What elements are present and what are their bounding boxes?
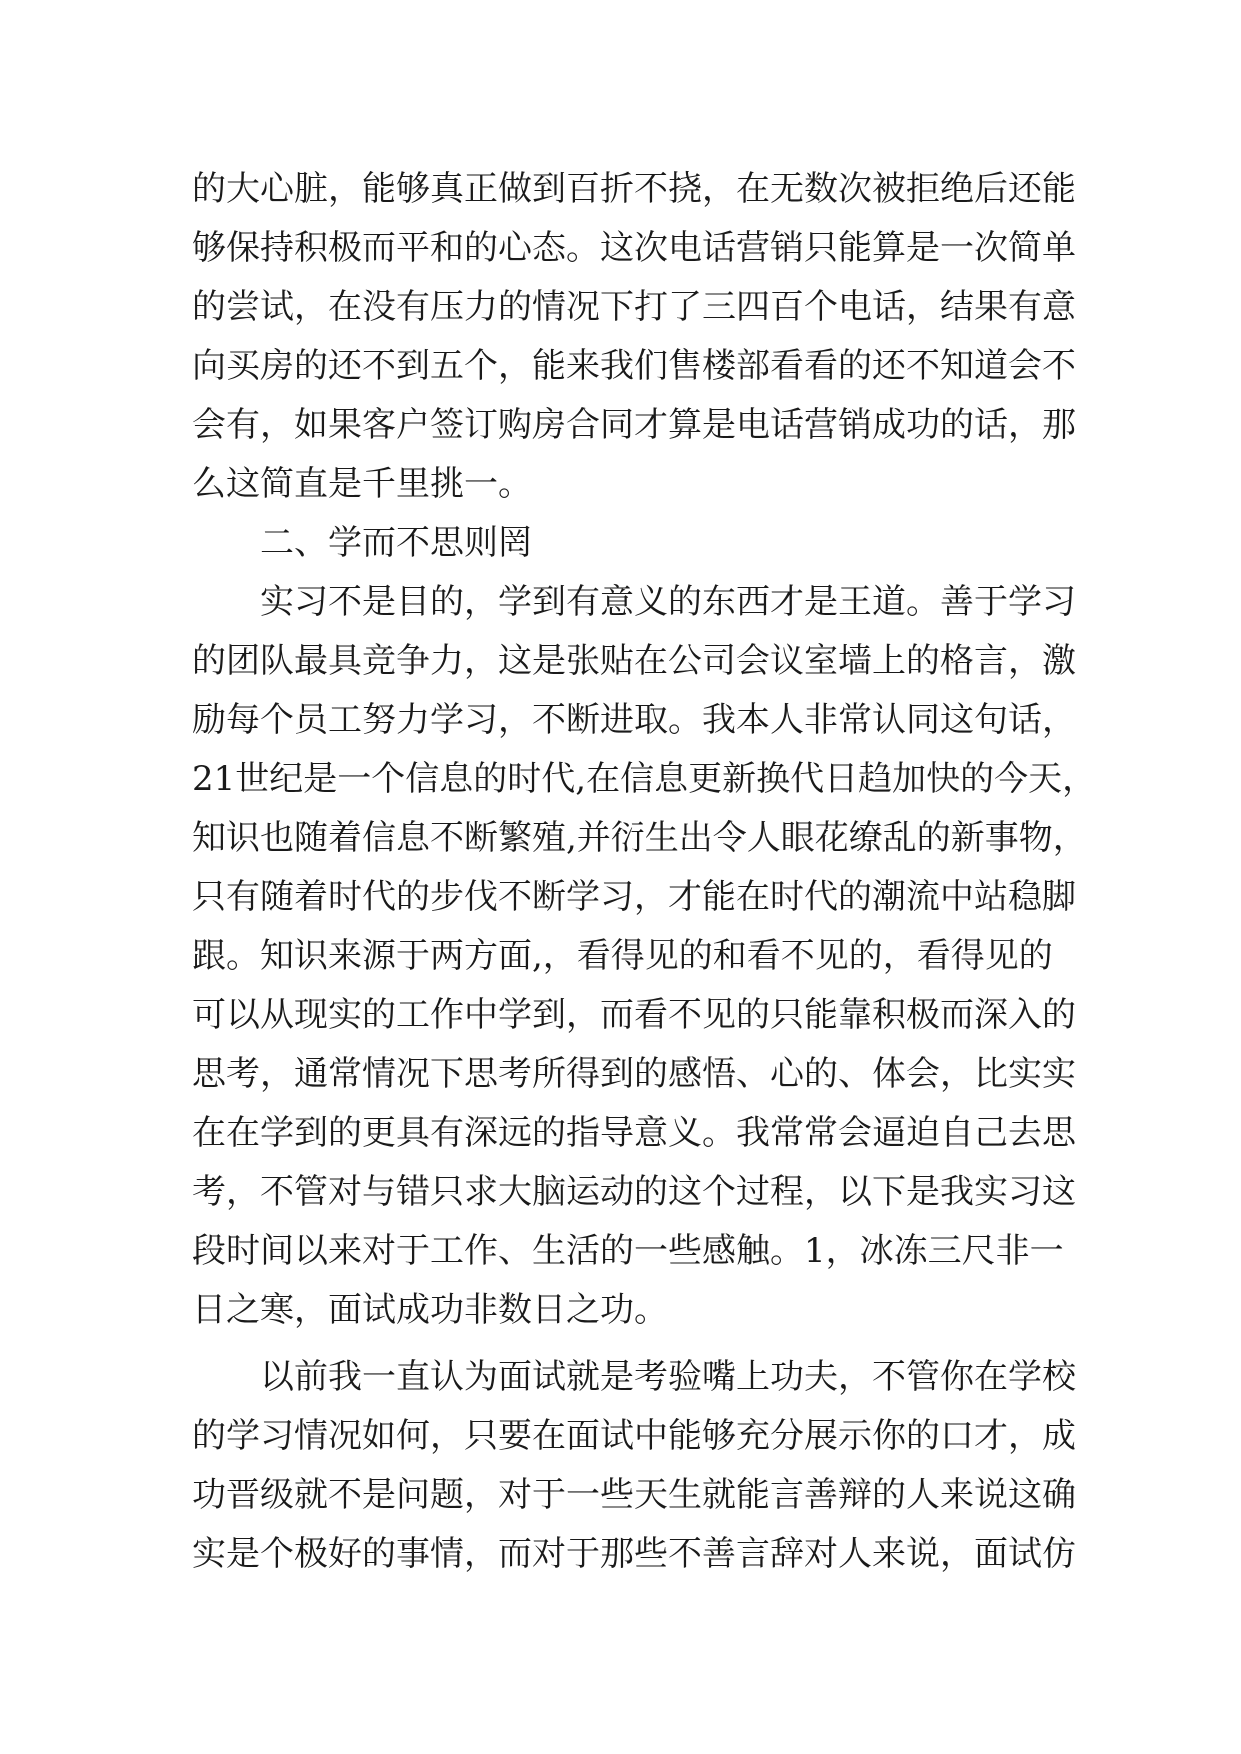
text-line: 够保持积极而平和的心态。这次电话营销只能算是一次简单 — [192, 228, 1076, 268]
text-line: 在在学到的更具有深远的指导意义。我常常会逼迫自己去思 — [192, 1113, 1076, 1153]
text-line: 21世纪是一个信息的时代,在信息更新换代日趋加快的今天， — [192, 759, 1097, 799]
text-line: 的学习情况如何，只要在面试中能够充分展示你的口才，成 — [192, 1416, 1076, 1456]
text-line: 的团队最具竞争力，这是张贴在公司会议室墙上的格言，激 — [192, 641, 1076, 681]
text-line: 考，不管对与错只求大脑运动的这个过程，以下是我实习这 — [192, 1172, 1076, 1212]
text-line: 思考，通常情况下思考所得到的感悟、心的、体会，比实实 — [192, 1054, 1076, 1094]
text-line: 知识也随着信息不断繁殖,并衍生出令人眼花缭乱的新事物， — [192, 818, 1087, 858]
text-line: 会有，如果客户签订购房合同才算是电话营销成功的话，那 — [192, 405, 1076, 445]
text-line: 只有随着时代的步伐不断学习，才能在时代的潮流中站稳脚 — [192, 877, 1076, 917]
section-heading: 二、学而不思则罔 — [260, 523, 532, 563]
text-line: 跟。知识来源于两方面,，看得见的和看不见的，看得见的 — [192, 936, 1053, 976]
body-text — [192, 160, 1097, 1584]
text-line: 段时间以来对于工作、生活的一些感触。1，冰冻三尺非一 — [192, 1231, 1064, 1271]
text-line: 可以从现实的工作中学到，而看不见的只能靠积极而深入的 — [192, 995, 1076, 1035]
text-line: 的大心脏，能够真正做到百折不挠，在无数次被拒绝后还能 — [192, 169, 1076, 209]
text-line: 励每个员工努力学习，不断进取。我本人非常认同这句话， — [192, 700, 1076, 740]
text-line: 向买房的还不到五个，能来我们售楼部看看的还不知道会不 — [192, 346, 1076, 386]
text-line: 的尝试，在没有压力的情况下打了三四百个电话，结果有意 — [192, 287, 1076, 327]
text-line: 日之寒，面试成功非数日之功。 — [192, 1290, 668, 1330]
text-line: 么这简直是千里挑一。 — [192, 464, 532, 504]
paragraph-gap — [192, 1340, 1052, 1348]
text-line: 以前我一直认为面试就是考验嘴上功夫，不管你在学校 — [260, 1357, 1076, 1397]
text-line: 实习不是目的，学到有意义的东西才是王道。善于学习 — [260, 582, 1076, 622]
text-line: 实是个极好的事情，而对于那些不善言辞对人来说，面试仿 — [192, 1534, 1076, 1574]
text-line: 功晋级就不是问题，对于一些天生就能言善辩的人来说这确 — [192, 1475, 1076, 1515]
